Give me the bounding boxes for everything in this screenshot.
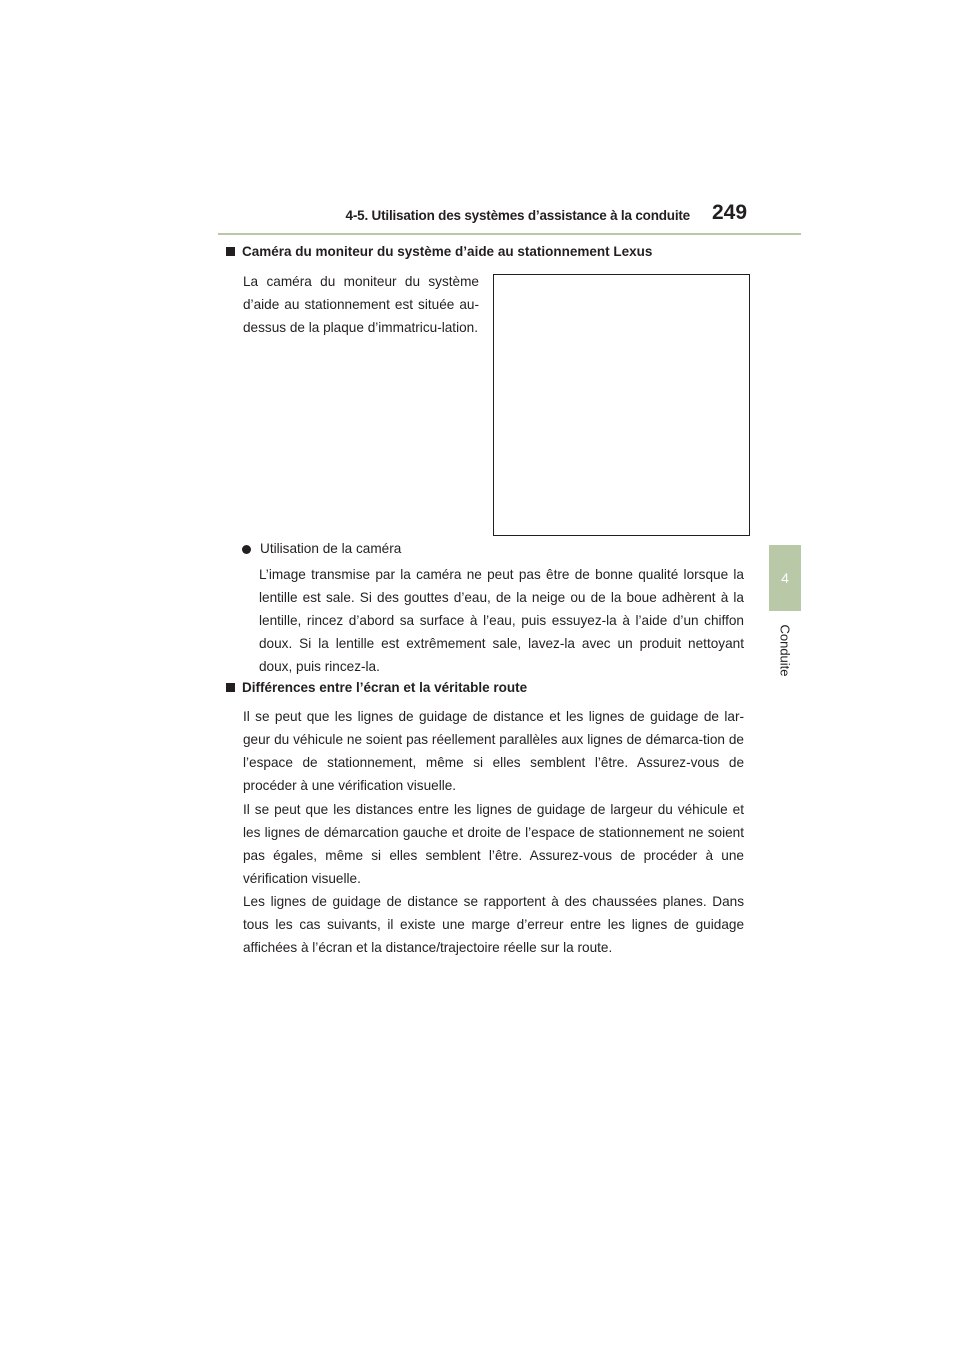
paragraph-flat-road: Les lignes de guidage de distance se rapportent à des chaussées planes. Dans tous les cas suivants, il existe une marge d’erreur entre les lignes de guidage affichées à l’écran et la distance/trajectoire réelle sur la route.	[243, 894, 744, 955]
header-rule	[218, 233, 801, 235]
page-number: 249	[712, 201, 748, 224]
camera-location-text: La caméra du moniteur du système d’aide au stationnement est située au-dessus de la plaque d’immatricu-lation.	[243, 274, 479, 335]
camera-care-text: L’image transmise par la caméra ne peut pas être de bonne qualité lorsque la lentille est sale. Si des gouttes d’eau, de la neige ou de la boue adhèrent à la lentille, rincez d’abord sa surface à l’eau, puis essuyez-la à l’aide d’un chiffon doux. Si la lentille est extrêmement sale, lavez-la avec un produit nettoyant doux, puis rincez-la.	[259, 567, 744, 674]
chapter-label: Conduite	[777, 623, 793, 677]
square-bullet-icon	[226, 683, 235, 692]
section-heading-differences	[226, 680, 527, 695]
bullet-label: Utilisation de la caméra	[260, 541, 402, 556]
heading-text: Caméra du moniteur du système d’aide au stationnement Lexus	[242, 244, 653, 259]
square-bullet-icon	[226, 247, 235, 256]
chapter-tab	[769, 545, 801, 611]
paragraph-width-lines: Il se peut que les distances entre les lignes de guidage de largeur du véhicule et les lignes de démarcation gauche et droite de l’espace de stationnement ne soient pas égales, même si elles semblent l’être. Assurez-vous de procéder à une vérification visuelle.	[243, 802, 744, 886]
section-heading-camera	[226, 244, 652, 259]
bullet-item	[242, 538, 401, 560]
camera-illustration	[493, 274, 750, 536]
heading-text: Différences entre l’écran et la véritable route	[242, 680, 528, 695]
paragraph-parallel-lines: Il se peut que les lignes de guidage de distance et les lignes de guidage de lar-geur du véhicule ne soient pas réellement parallèles aux lignes de démarca-tion de l’espace de stationnement, même si elles semblent l’être. Assurez-vous de procéder à une vérification visuelle.	[243, 709, 744, 793]
chapter-label-container	[764, 618, 806, 682]
round-bullet-icon	[242, 545, 251, 554]
chapter-number: 4	[781, 570, 789, 586]
running-header: 4-5. Utilisation des systèmes d’assistance à la conduite	[345, 208, 690, 223]
